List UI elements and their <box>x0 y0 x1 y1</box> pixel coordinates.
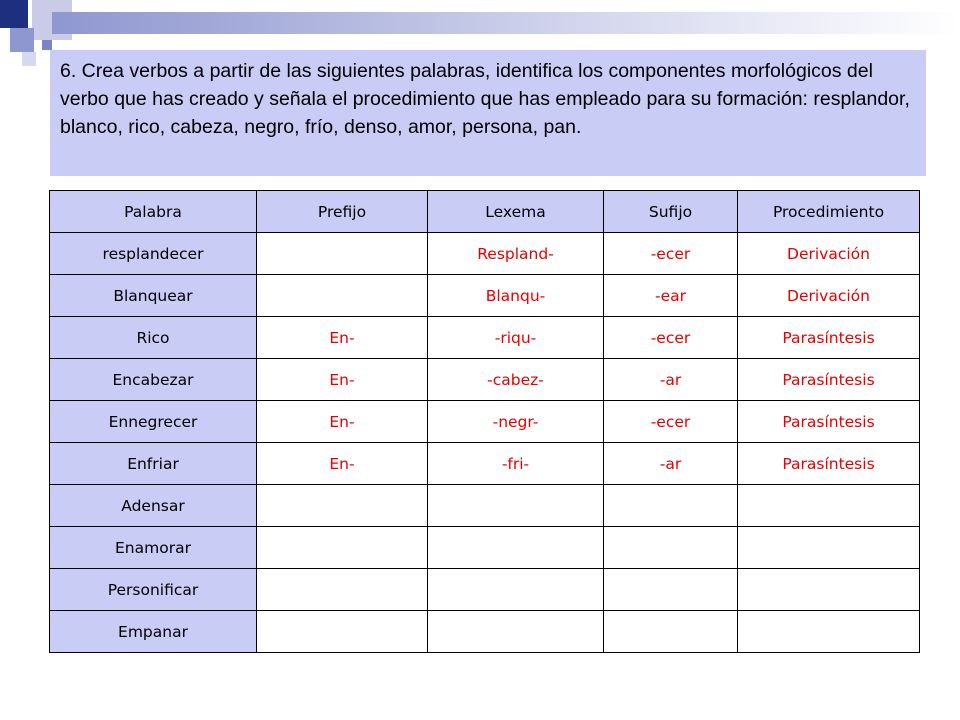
cell-sufijo: -ear <box>604 275 738 317</box>
morphology-table <box>49 190 920 653</box>
header-lexema: Lexema <box>428 191 604 233</box>
table-row <box>50 233 920 275</box>
cell-procedimiento: Parasíntesis <box>738 359 920 401</box>
cell-sufijo: -ecer <box>604 317 738 359</box>
decor-square-small <box>22 52 36 66</box>
cell-lexema <box>428 527 604 569</box>
cell-prefijo: En- <box>257 317 428 359</box>
cell-palabra: Ennegrecer <box>50 401 257 443</box>
morphology-table-wrap <box>49 190 919 653</box>
cell-palabra: Enamorar <box>50 527 257 569</box>
header-prefijo: Prefijo <box>257 191 428 233</box>
decor-square-dark <box>0 0 28 28</box>
cell-prefijo <box>257 569 428 611</box>
table-row <box>50 569 920 611</box>
cell-sufijo <box>604 611 738 653</box>
header-palabra: Palabra <box>50 191 257 233</box>
cell-procedimiento: Parasíntesis <box>738 443 920 485</box>
cell-palabra: Enfriar <box>50 443 257 485</box>
question-text: 6. Crea verbos a partir de las siguientes palabras, identifica los componentes morfológicos del verbo que has creado y señala el procedimiento que has empleado para su formación: resplandor, blanco, rico, cabeza, negro, frío, denso, amor, persona, pan. <box>60 60 910 138</box>
cell-lexema: -fri- <box>428 443 604 485</box>
cell-procedimiento <box>738 527 920 569</box>
cell-procedimiento <box>738 485 920 527</box>
cell-sufijo <box>604 527 738 569</box>
table-row <box>50 443 920 485</box>
cell-lexema: Respland- <box>428 233 604 275</box>
cell-palabra: Encabezar <box>50 359 257 401</box>
cell-prefijo: En- <box>257 401 428 443</box>
cell-lexema: -riqu- <box>428 317 604 359</box>
cell-prefijo <box>257 485 428 527</box>
cell-procedimiento: Parasíntesis <box>738 317 920 359</box>
cell-palabra: Rico <box>50 317 257 359</box>
cell-prefijo: En- <box>257 443 428 485</box>
cell-lexema <box>428 485 604 527</box>
table-row <box>50 359 920 401</box>
cell-palabra: Personificar <box>50 569 257 611</box>
cell-prefijo <box>257 527 428 569</box>
cell-sufijo: -ar <box>604 359 738 401</box>
table-header-row <box>50 191 920 233</box>
table-row <box>50 401 920 443</box>
question-box <box>50 50 926 176</box>
cell-sufijo: -ar <box>604 443 738 485</box>
table-row <box>50 611 920 653</box>
cell-lexema <box>428 611 604 653</box>
cell-prefijo <box>257 611 428 653</box>
cell-lexema <box>428 569 604 611</box>
cell-procedimiento: Parasíntesis <box>738 401 920 443</box>
cell-prefijo <box>257 233 428 275</box>
table-row <box>50 275 920 317</box>
table-row <box>50 317 920 359</box>
decor-square-mid <box>10 28 34 52</box>
cell-sufijo: -ecer <box>604 401 738 443</box>
decor-square-tiny <box>42 40 52 50</box>
cell-sufijo <box>604 569 738 611</box>
header-procedimiento: Procedimiento <box>738 191 920 233</box>
cell-procedimiento: Derivación <box>738 275 920 317</box>
cell-sufijo: -ecer <box>604 233 738 275</box>
cell-procedimiento: Derivación <box>738 233 920 275</box>
cell-palabra: Empanar <box>50 611 257 653</box>
cell-procedimiento <box>738 611 920 653</box>
top-gradient-bar <box>52 12 960 34</box>
cell-sufijo <box>604 485 738 527</box>
cell-palabra: resplandecer <box>50 233 257 275</box>
cell-lexema: -cabez- <box>428 359 604 401</box>
table-row <box>50 527 920 569</box>
cell-prefijo <box>257 275 428 317</box>
cell-palabra: Adensar <box>50 485 257 527</box>
table-row <box>50 485 920 527</box>
cell-lexema: Blanqu- <box>428 275 604 317</box>
cell-procedimiento <box>738 569 920 611</box>
cell-palabra: Blanquear <box>50 275 257 317</box>
cell-prefijo: En- <box>257 359 428 401</box>
cell-lexema: -negr- <box>428 401 604 443</box>
header-sufijo: Sufijo <box>604 191 738 233</box>
